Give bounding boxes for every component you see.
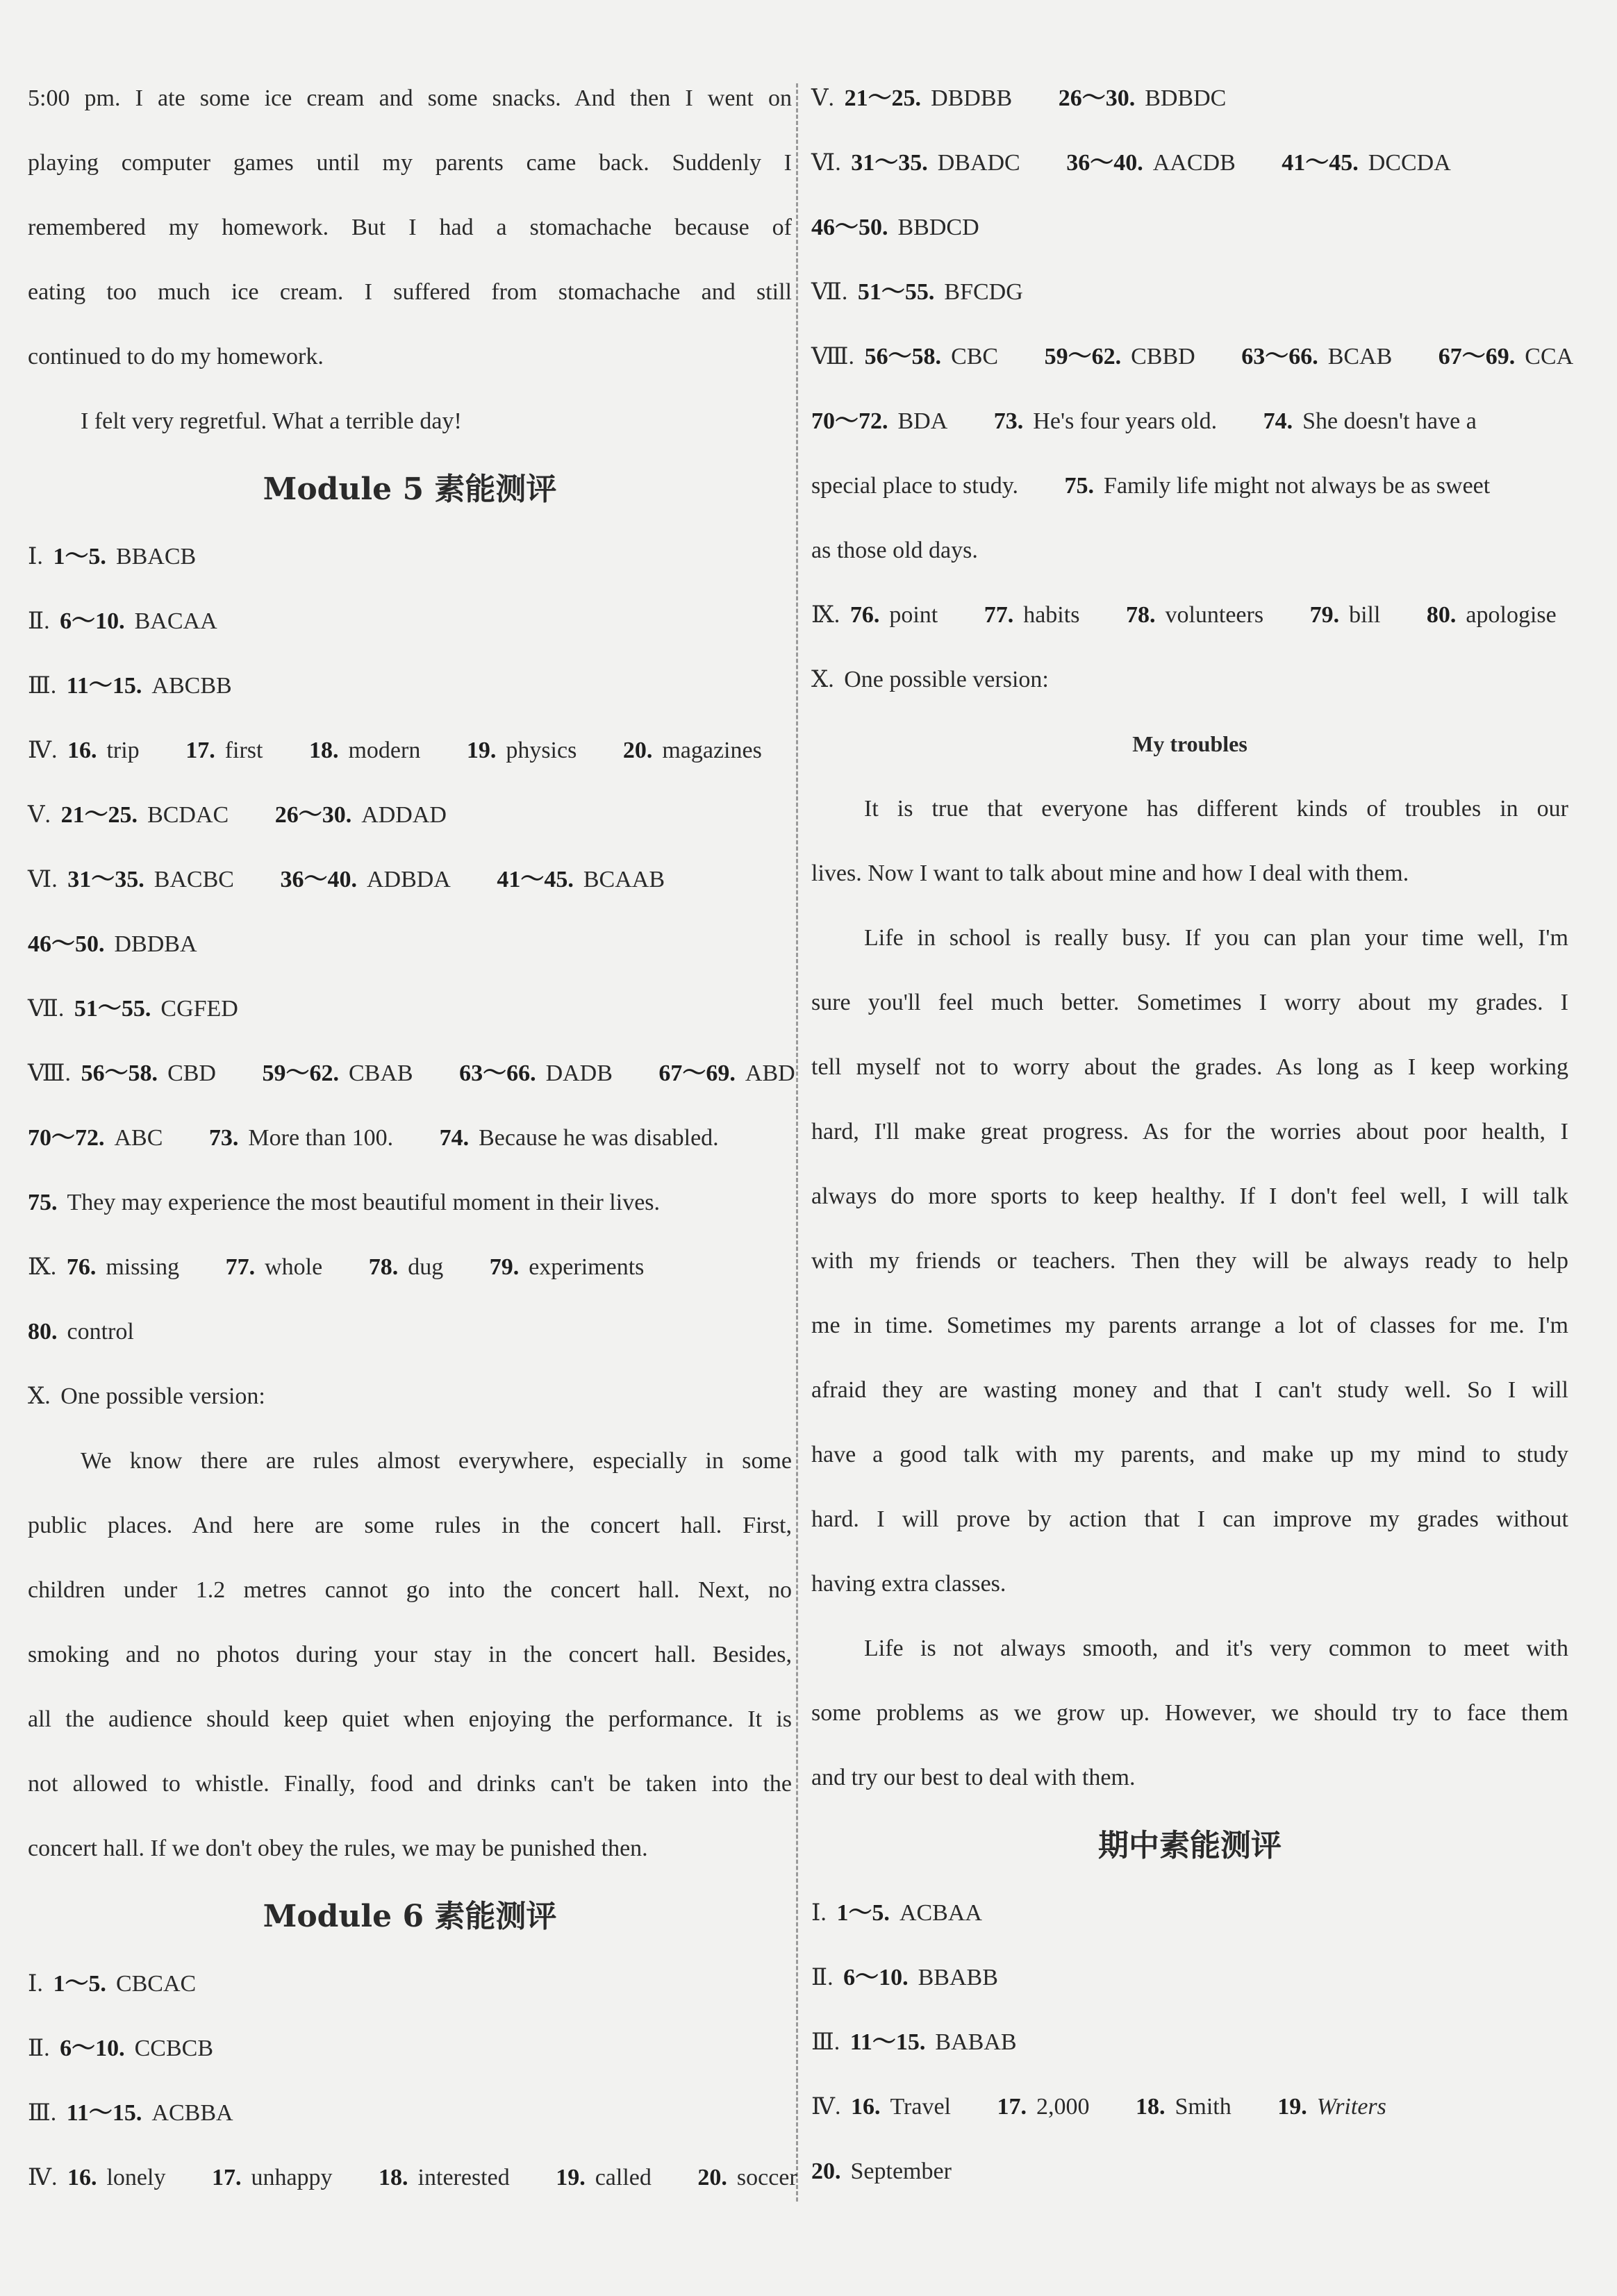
model-essay (811, 776, 1568, 1810)
text-line: lives. Now I want to talk about mine and how I deal with them. (811, 860, 1409, 886)
answer-row (28, 2081, 792, 2145)
question-range: 70～72. (28, 1125, 105, 1151)
roman-numeral: Ⅰ. (811, 1900, 827, 1926)
answer-row (28, 2145, 797, 2210)
question-range: 46～50. (811, 215, 888, 240)
roman-numeral: Ⅷ. (811, 344, 855, 369)
answer-row (28, 1170, 792, 1235)
answer: soccer (736, 2165, 797, 2190)
answer: CBAB (348, 1060, 413, 1086)
answer: AACDB (1152, 150, 1236, 176)
essay-title: My troubles (1132, 731, 1247, 756)
answer: ADBDA (366, 867, 451, 892)
section-label: One possible version: (60, 1383, 265, 1409)
answer-row (28, 783, 792, 847)
question-range: 46～50. (28, 931, 105, 957)
roman-numeral: Ⅲ. (28, 673, 57, 699)
text-line: afraid they are wasting money and that I can't study well. So I will (811, 1377, 1568, 1403)
question-number: 77. (225, 1254, 256, 1280)
text-line: Life is not always smooth, and it's very common to meet with (864, 1636, 1568, 1661)
question-number: 18. (379, 2165, 408, 2190)
answer: DADB (545, 1060, 613, 1086)
answer: CCA (1525, 344, 1574, 369)
answer: point (889, 602, 938, 628)
answer-row (28, 1041, 795, 1106)
answer-row (811, 260, 1568, 324)
text-line: all the audience should keep quiet when enjoying the performance. It is (28, 1706, 792, 1732)
answer: ADDAD (361, 802, 447, 828)
roman-numeral: Ⅳ. (28, 2165, 58, 2190)
question-range: 67～69. (1438, 344, 1516, 369)
answer: BACAA (134, 608, 217, 634)
text-line: me in time. Sometimes my parents arrange a lot of classes for me. I'm (811, 1313, 1568, 1338)
answer-row (28, 2016, 792, 2081)
answer: interested (417, 2165, 510, 2190)
answer: They may experience the most beautiful moment in their lives. (67, 1190, 661, 1215)
answer-row (28, 976, 792, 1041)
text-line: have a good talk with my parents, and make up my mind to study (811, 1442, 1568, 1467)
question-number: 78. (1125, 602, 1156, 628)
text-line: 5:00 pm. I ate some ice cream and some snacks. And then I went on (28, 85, 792, 111)
question-range: 26～30. (1058, 85, 1136, 111)
question-range: 59～62. (1044, 344, 1122, 369)
question-number: 74. (439, 1125, 470, 1151)
question-number: 75. (28, 1190, 58, 1215)
answer: Writers (1316, 2094, 1386, 2120)
answer-row (28, 847, 792, 912)
question-number: 73. (993, 408, 1024, 434)
text-line: playing computer games until my parents came back. Suddenly I (28, 150, 792, 176)
section-title: Module 5 素能测评 (263, 472, 557, 507)
question-number: 80. (28, 1319, 58, 1345)
roman-numeral: Ⅳ. (811, 2094, 841, 2120)
answer: whole (265, 1254, 323, 1280)
question-number: 76. (66, 1254, 97, 1280)
answer-row (811, 2139, 1568, 2204)
roman-numeral: Ⅲ. (28, 2100, 57, 2126)
answer: modern (348, 738, 421, 763)
answer: BBDCD (897, 215, 979, 240)
question-number: 79. (1309, 602, 1340, 628)
question-number: 19. (1277, 2094, 1307, 2120)
question-range: 1～5. (53, 544, 106, 569)
answer-row (811, 1945, 1568, 2010)
answer-row (811, 1881, 1568, 1945)
answer: CBBD (1131, 344, 1195, 369)
answer: dug (408, 1254, 444, 1280)
roman-numeral: Ⅴ. (811, 85, 835, 111)
text-line: not allowed to whistle. Finally, food and drinks can't be taken into the (28, 1771, 792, 1797)
question-number: 19. (556, 2165, 586, 2190)
roman-numeral: Ⅹ. (28, 1383, 51, 1409)
answer: first (224, 738, 263, 763)
answer-row (811, 131, 1568, 195)
roman-numeral: Ⅶ. (811, 279, 848, 305)
question-range: 31～35. (851, 150, 928, 176)
roman-numeral: Ⅴ. (28, 802, 51, 828)
roman-numeral: Ⅶ. (28, 996, 65, 1022)
model-essay (28, 1429, 792, 1881)
answer-row (811, 324, 1574, 389)
question-number: 73. (208, 1125, 239, 1151)
answer-row (28, 912, 792, 976)
question-range: 11～15. (66, 2100, 142, 2126)
answer: volunteers (1165, 602, 1264, 628)
text-line: concert hall. If we don't obey the rules, we may be punished then. (28, 1836, 648, 1861)
section-label: One possible version: (844, 667, 1049, 692)
answer: DBDBB (931, 85, 1013, 111)
question-range: 63～66. (459, 1060, 536, 1086)
text-line: public places. And here are some rules in the concert hall. First, (28, 1513, 792, 1538)
question-number: 20. (697, 2165, 727, 2190)
answer: Because he was disabled. (479, 1125, 719, 1151)
text-line: hard, I'll make great progress. As for the worries about poor health, I (811, 1119, 1568, 1145)
question-range: 6～10. (60, 2036, 125, 2061)
question-range: 1～5. (836, 1900, 890, 1926)
answer: CGFED (160, 996, 238, 1022)
answer: BABAB (935, 2029, 1017, 2055)
roman-numeral: Ⅸ. (28, 1254, 57, 1280)
question-range: 11～15. (66, 673, 142, 699)
question-range: 36～40. (1066, 150, 1143, 176)
answer: September (850, 2158, 952, 2184)
answer: ABD (745, 1060, 795, 1086)
answer: control (67, 1319, 134, 1345)
roman-numeral: Ⅱ. (28, 608, 50, 634)
answer: BBACB (115, 544, 197, 569)
answer-row (28, 1106, 792, 1170)
text-line: with my friends or teachers. Then they will be always ready to help (811, 1248, 1568, 1274)
question-number: 74. (1263, 408, 1293, 434)
answer: DCCDA (1368, 150, 1451, 176)
answer-row (811, 195, 1568, 260)
question-range: 41～45. (1282, 150, 1359, 176)
text-line: It is true that everyone has different kinds of troubles in our (864, 796, 1568, 822)
roman-numeral: Ⅵ. (811, 150, 841, 176)
answer: apologise (1466, 602, 1557, 628)
question-range: 1～5. (53, 1971, 106, 1997)
answer: BCAAB (583, 867, 665, 892)
answer-row (28, 1364, 792, 1429)
question-number: 16. (67, 2165, 97, 2190)
answer: CBC (951, 344, 999, 369)
text-line: and try our best to deal with them. (811, 1765, 1136, 1790)
answer: She doesn't have a (1302, 408, 1477, 434)
answer: magazines (662, 738, 762, 763)
question-number: 76. (849, 602, 880, 628)
roman-numeral: Ⅲ. (811, 2029, 840, 2055)
answer: ACBBA (151, 2100, 233, 2126)
left-column (28, 66, 797, 2210)
question-range: 51～55. (857, 279, 935, 305)
question-range: 56～58. (81, 1060, 158, 1086)
question-number: 16. (67, 738, 97, 763)
answer: experiments (529, 1254, 645, 1280)
answer-row (811, 647, 1568, 712)
answer: missing (106, 1254, 180, 1280)
text-line: remembered my homework. But I had a stomachache because of (28, 215, 792, 240)
answer: lonely (106, 2165, 166, 2190)
answer: CCBCB (134, 2036, 213, 2061)
question-range: 6～10. (60, 608, 125, 634)
answer-row (811, 454, 1568, 518)
answer-row (811, 2074, 1568, 2139)
question-range: 36～40. (280, 867, 357, 892)
question-range: 67～69. (658, 1060, 736, 1086)
question-number: 77. (984, 602, 1014, 628)
roman-numeral: Ⅳ. (28, 738, 58, 763)
answer: DBADC (937, 150, 1020, 176)
answer: CBCAC (115, 1971, 197, 1997)
column-divider (796, 83, 798, 2202)
question-number: 18. (308, 738, 339, 763)
roman-numeral: Ⅰ. (28, 1971, 43, 1997)
answer-row (28, 718, 792, 783)
question-number: 78. (368, 1254, 399, 1280)
text-line: tell myself not to worry about the grades. As long as I keep working (811, 1054, 1568, 1080)
answer: ACBAA (899, 1900, 982, 1926)
answer-row (28, 1952, 792, 2016)
question-range: 21～25. (844, 85, 922, 111)
answer-row (28, 524, 792, 589)
text-line: continued to do my homework. (28, 344, 324, 369)
question-number: 16. (850, 2094, 881, 2120)
text-line: always do more sports to keep healthy. If I don't feel well, I will talk (811, 1183, 1568, 1209)
answer: ABCBB (151, 673, 232, 699)
question-range: 63～66. (1241, 344, 1318, 369)
answer: BCAB (1327, 344, 1393, 369)
answer: 2,000 (1036, 2094, 1090, 2120)
question-number: 20. (811, 2158, 841, 2184)
answer: CBD (167, 1060, 216, 1086)
answer-row (811, 2010, 1568, 2074)
answer: bill (1349, 602, 1381, 628)
answer: Travel (890, 2094, 951, 2120)
question-range: 70～72. (811, 408, 888, 434)
roman-numeral: Ⅵ. (28, 867, 58, 892)
answer: BDA (897, 408, 948, 434)
text-line: hard. I will prove by action that I can improve my grades without (811, 1506, 1568, 1532)
question-range: 59～62. (262, 1060, 339, 1086)
roman-numeral: Ⅱ. (28, 2036, 50, 2061)
question-number: 79. (489, 1254, 520, 1280)
answer: Smith (1175, 2094, 1232, 2120)
question-range: 11～15. (849, 2029, 926, 2055)
answer: Family life might not always be as sweet (1104, 473, 1491, 499)
text-line: smoking and no photos during your stay in the concert hall. Besides, (28, 1642, 792, 1667)
answer-row (28, 654, 792, 718)
text-line: We know there are rules almost everywhere, especially in some (81, 1448, 792, 1474)
answer: BBABB (918, 1965, 998, 1990)
answer: DBDBA (114, 931, 197, 957)
question-number: 75. (1064, 473, 1095, 499)
answer-row (811, 66, 1568, 131)
answer: ABC (114, 1125, 163, 1151)
question-number: 20. (622, 738, 653, 763)
answer: habits (1023, 602, 1080, 628)
answer: More than 100. (248, 1125, 394, 1151)
section-title: 期中素能测评 (1098, 1828, 1282, 1863)
right-column (811, 66, 1574, 2204)
text-line: eating too much ice cream. I suffered from stomachache and still (28, 279, 792, 305)
text-line: sure you'll feel much better. Sometimes I worry about my grades. I (811, 990, 1568, 1015)
roman-numeral: Ⅷ. (28, 1060, 72, 1086)
question-range: 51～55. (74, 996, 151, 1022)
answer: called (595, 2165, 652, 2190)
essay-continuation (28, 66, 792, 454)
question-range: 6～10. (843, 1965, 909, 1990)
answer: BFCDG (944, 279, 1023, 305)
question-range: 21～25. (60, 802, 138, 828)
text-line: some problems as we grow up. However, we should try to face them (811, 1700, 1568, 1726)
text-line: I felt very regretful. What a terrible day! (81, 408, 462, 434)
answer: BACBC (154, 867, 234, 892)
section-title: Module 6 素能测评 (263, 1899, 557, 1934)
roman-numeral: Ⅹ. (811, 667, 834, 692)
text-line: children under 1.2 metres cannot go into the concert hall. Next, no (28, 1577, 792, 1603)
answer: BDBDC (1145, 85, 1227, 111)
answer: trip (106, 738, 140, 763)
question-number: 19. (466, 738, 497, 763)
roman-numeral: Ⅸ. (811, 602, 840, 628)
text-line: having extra classes. (811, 1571, 1006, 1597)
answer: He's four years old. (1033, 408, 1218, 434)
question-range: 56～58. (864, 344, 942, 369)
answer-row (28, 1299, 792, 1364)
roman-numeral: Ⅰ. (28, 544, 43, 569)
answer: physics (506, 738, 577, 763)
answer: BCDAC (147, 802, 229, 828)
question-range: 41～45. (497, 867, 574, 892)
answer-row (811, 583, 1568, 647)
answer: unhappy (251, 2165, 333, 2190)
question-number: 18. (1136, 2094, 1166, 2120)
roman-numeral: Ⅱ. (811, 1965, 834, 1990)
question-number: 80. (1426, 602, 1457, 628)
question-number: 17. (211, 2165, 242, 2190)
question-number: 17. (997, 2094, 1027, 2120)
answer-row (28, 589, 792, 654)
question-number: 17. (185, 738, 215, 763)
answer-row (811, 389, 1568, 454)
question-range: 31～35. (67, 867, 144, 892)
question-range: 26～30. (274, 802, 352, 828)
text-line: Life in school is really busy. If you can plan your time well, I'm (864, 925, 1568, 951)
answer: special place to study. (811, 473, 1019, 499)
answer-row: as those old days. (811, 538, 978, 563)
answer-row (28, 1235, 792, 1299)
